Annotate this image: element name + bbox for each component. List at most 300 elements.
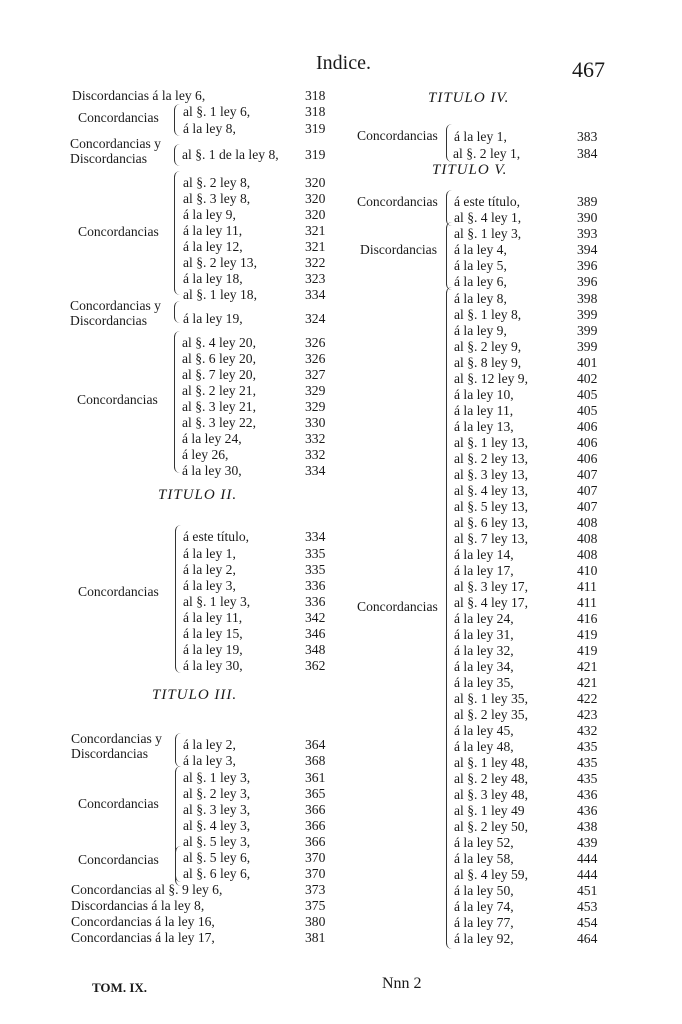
entry-page: 435 (577, 771, 598, 786)
group-label: Concordancias (78, 796, 159, 811)
entry-text: al §. 2 ley 9, (454, 339, 522, 354)
group-label: Concordancias y (70, 136, 161, 151)
entry-text: al §. 3 ley 48, (454, 787, 528, 802)
entry-page: 411 (577, 579, 597, 594)
index-entry (182, 335, 335, 351)
index-entry (454, 691, 607, 707)
entry-page: 330 (305, 415, 326, 430)
index-entry (454, 819, 607, 835)
index-entry (183, 239, 335, 255)
index-entry (183, 866, 335, 882)
entry-page: 419 (577, 627, 598, 642)
entry-text: á la ley 11, (183, 223, 243, 238)
index-entry (183, 626, 335, 642)
entry-page: 366 (305, 834, 326, 849)
bracket-brace (446, 222, 452, 290)
entry-page: 406 (577, 451, 598, 466)
index-entry (183, 104, 335, 120)
entry-text: á la ley 13, (454, 419, 514, 434)
index-entry (454, 803, 607, 819)
index-entry (183, 223, 335, 239)
group-label: Concordancias (357, 599, 438, 614)
entry-text: á la ley 58, (454, 851, 514, 866)
entry-text: á la ley 48, (454, 739, 514, 754)
entry-text: al §. 2 ley 50, (454, 819, 528, 834)
section-title: TITULO III. (152, 687, 238, 703)
index-entry (183, 737, 335, 753)
group-label: Concordancias y (71, 731, 162, 746)
bracket-brace (174, 331, 180, 473)
index-entry (454, 739, 607, 755)
index-entry (183, 802, 335, 818)
index-entry (454, 451, 607, 467)
group-label: Concordancias (78, 584, 159, 599)
entry-text: á la ley 50, (454, 883, 514, 898)
bracket-brace (175, 525, 181, 673)
entry-text: á la ley 2, (183, 562, 236, 577)
entry-page: 405 (577, 387, 598, 402)
entry-text: á la ley 5, (454, 258, 507, 273)
entry-page: 318 (305, 104, 326, 119)
index-entry (454, 403, 607, 419)
index-entry (182, 431, 335, 447)
index-entry (454, 467, 607, 483)
entry-text: al §. 2 ley 13, (454, 451, 528, 466)
entry-text: al §. 2 ley 48, (454, 771, 528, 786)
index-entry (71, 914, 335, 930)
entry-text: al §. 3 ley 8, (183, 191, 251, 206)
entry-text: al §. 1 ley 18, (183, 287, 257, 302)
entry-text: Concordancias á la ley 16, (71, 914, 215, 929)
entry-text: Discordancias á la ley 6, (72, 88, 206, 103)
entry-text: á la ley 45, (454, 723, 514, 738)
index-entry (454, 531, 607, 547)
index-entry (182, 399, 335, 415)
entry-page: 364 (305, 737, 326, 752)
bracket-brace (446, 287, 452, 949)
entry-text: á la ley 52, (454, 835, 514, 850)
index-entry (454, 210, 607, 226)
entry-text: al §. 5 ley 6, (183, 850, 251, 865)
page-title: Indice. (316, 52, 371, 74)
entry-text: al §. 6 ley 20, (182, 351, 256, 366)
entry-page: 321 (305, 239, 326, 254)
entry-text: á la ley 31, (454, 627, 514, 642)
index-entry (454, 883, 607, 899)
index-entry (454, 915, 607, 931)
entry-text: al §. 1 ley 6, (183, 104, 251, 119)
index-entry (183, 271, 335, 287)
index-entry (183, 191, 335, 207)
bracket-brace (446, 190, 452, 226)
entry-page: 451 (577, 883, 598, 898)
bracket-brace (175, 846, 181, 886)
entry-text: á ley 26, (182, 447, 229, 462)
index-entry (182, 415, 335, 431)
entry-text: á la ley 1, (454, 129, 507, 144)
index-entry (454, 659, 607, 675)
entry-text: á la ley 3, (183, 578, 236, 593)
group-label: Discordancias (360, 242, 438, 257)
index-entry (182, 351, 335, 367)
entry-text: á la ley 6, (454, 274, 507, 289)
entry-text: al §. 12 ley 9, (454, 371, 528, 386)
index-entry (183, 642, 335, 658)
index-entry (454, 419, 607, 435)
entry-page: 320 (305, 207, 326, 222)
entry-text: á la ley 19, (183, 642, 243, 657)
entry-text: al §. 3 ley 21, (182, 399, 256, 414)
entry-text: Concordancias al §. 9 ley 6, (71, 882, 223, 897)
entry-text: á la ley 74, (454, 899, 514, 914)
entry-page: 318 (305, 88, 326, 103)
entry-page: 410 (577, 563, 598, 578)
group-label: Concordancias (357, 128, 438, 143)
group-label: Concordancias y (70, 298, 161, 313)
index-entry (182, 383, 335, 399)
section-title: TITULO IV. (428, 90, 510, 106)
index-entry (454, 515, 607, 531)
entry-text: á la ley 10, (454, 387, 514, 402)
bracket-brace (175, 733, 181, 767)
entry-text: al §. 1 ley 3, (183, 594, 251, 609)
index-entry (454, 675, 607, 691)
entry-text: á la ley 92, (454, 931, 514, 946)
index-entry (454, 867, 607, 883)
entry-page: 406 (577, 419, 598, 434)
entry-page: 336 (305, 578, 326, 593)
entry-page: 407 (577, 499, 598, 514)
bracket-brace (174, 171, 180, 295)
entry-page: 320 (305, 191, 326, 206)
index-entry (182, 463, 335, 479)
entry-text: al §. 1 de la ley 8, (182, 147, 279, 162)
entry-text: á la ley 30, (182, 463, 242, 478)
entry-text: Concordancias á la ley 17, (71, 930, 215, 945)
index-entry (454, 547, 607, 563)
entry-text: á la ley 30, (183, 658, 243, 673)
entry-text: á la ley 11, (183, 610, 243, 625)
index-entry (454, 899, 607, 915)
entry-text: á la ley 18, (183, 271, 243, 286)
entry-page: 346 (305, 626, 326, 641)
entry-text: al §. 1 ley 8, (454, 307, 522, 322)
index-entry (454, 627, 607, 643)
index-entry (454, 579, 607, 595)
index-entry (454, 435, 607, 451)
index-entry (71, 898, 335, 914)
entry-page: 334 (305, 529, 326, 544)
index-entry (454, 931, 607, 947)
entry-page: 407 (577, 483, 598, 498)
entry-page: 320 (305, 175, 326, 190)
entry-text: al §. 4 ley 13, (454, 483, 528, 498)
group-label: Concordancias (78, 852, 159, 867)
entry-page: 421 (577, 675, 598, 690)
entry-page: 421 (577, 659, 598, 674)
entry-page: 402 (577, 371, 598, 386)
entry-text: al §. 4 ley 59, (454, 867, 528, 882)
entry-page: 406 (577, 435, 598, 450)
entry-page: 408 (577, 531, 598, 546)
entry-text: á la ley 15, (183, 626, 243, 641)
entry-page: 399 (577, 323, 598, 338)
entry-page: 435 (577, 739, 598, 754)
entry-page: 323 (305, 271, 326, 286)
entry-text: al §. 2 ley 21, (182, 383, 256, 398)
signature-mark: Nnn 2 (382, 975, 422, 992)
entry-text: á la ley 9, (454, 323, 507, 338)
bracket-brace (174, 301, 180, 323)
index-entry (183, 546, 335, 562)
entry-page: 366 (305, 802, 326, 817)
entry-text: al §. 6 ley 6, (183, 866, 251, 881)
entry-page: 370 (305, 866, 326, 881)
entry-text: al §. 3 ley 17, (454, 579, 528, 594)
entry-page: 389 (577, 194, 598, 209)
entry-page: 411 (577, 595, 597, 610)
index-entry (183, 529, 335, 545)
entry-text: á la ley 24, (454, 611, 514, 626)
entry-page: 408 (577, 547, 598, 562)
entry-page: 326 (305, 351, 326, 366)
entry-page: 436 (577, 787, 598, 802)
entry-page: 393 (577, 226, 598, 241)
entry-page: 332 (305, 431, 326, 446)
index-entry (454, 387, 607, 403)
entry-page: 375 (305, 898, 326, 913)
entry-text: al §. 2 ley 13, (183, 255, 257, 270)
index-entry (183, 311, 335, 327)
entry-page: 365 (305, 786, 326, 801)
entry-page: 373 (305, 882, 326, 897)
index-entry (183, 578, 335, 594)
group-label: Concordancias (357, 194, 438, 209)
entry-page: 348 (305, 642, 326, 657)
entry-page: 329 (305, 383, 326, 398)
entry-page: 396 (577, 274, 598, 289)
entry-text: al §. 4 ley 20, (182, 335, 256, 350)
entry-text: á la ley 3, (183, 753, 236, 768)
index-entry (454, 771, 607, 787)
index-entry (183, 287, 335, 303)
index-entry (183, 850, 335, 866)
index-entry (454, 851, 607, 867)
index-entry (454, 339, 607, 355)
index-entry (454, 643, 607, 659)
entry-page: 319 (305, 147, 326, 162)
entry-page: 444 (577, 851, 598, 866)
index-entry (183, 121, 335, 137)
entry-text: al §. 8 ley 9, (454, 355, 522, 370)
entry-text: al §. 1 ley 49 (454, 803, 525, 818)
index-entry (454, 274, 607, 290)
index-entry (453, 146, 607, 162)
index-entry (183, 770, 335, 786)
index-entry (454, 226, 607, 242)
index-entry (454, 194, 607, 210)
index-entry (182, 367, 335, 383)
entry-text: á este título, (183, 529, 250, 544)
entry-text: á la ley 32, (454, 643, 514, 658)
index-entry (183, 207, 335, 223)
entry-page: 398 (577, 291, 598, 306)
index-entry (183, 658, 335, 674)
entry-text: al §. 2 ley 3, (183, 786, 251, 801)
index-entry (183, 818, 335, 834)
entry-page: 380 (305, 914, 326, 929)
index-entry (454, 499, 607, 515)
bracket-brace (174, 104, 180, 136)
index-entry (182, 147, 335, 163)
index-entry (454, 129, 607, 145)
index-entry (183, 594, 335, 610)
entry-page: 399 (577, 339, 598, 354)
index-entry (71, 882, 335, 898)
entry-text: al §. 2 ley 35, (454, 707, 528, 722)
entry-text: á la ley 77, (454, 915, 514, 930)
entry-page: 423 (577, 707, 598, 722)
entry-text: al §. 2 ley 8, (183, 175, 251, 190)
index-entry (183, 786, 335, 802)
index-entry (454, 723, 607, 739)
entry-text: al §. 7 ley 13, (454, 531, 528, 546)
entry-text: á la ley 11, (454, 403, 514, 418)
entry-page: 334 (305, 287, 326, 302)
entry-page: 436 (577, 803, 598, 818)
entry-page: 408 (577, 515, 598, 530)
entry-page: 390 (577, 210, 598, 225)
entry-page: 396 (577, 258, 598, 273)
index-entry (454, 707, 607, 723)
entry-text: á la ley 19, (183, 311, 243, 326)
entry-page: 454 (577, 915, 598, 930)
entry-page: 435 (577, 755, 598, 770)
group-label: Concordancias (77, 392, 158, 407)
index-entry (454, 323, 607, 339)
entry-page: 453 (577, 899, 598, 914)
index-entry (183, 753, 335, 769)
entry-page: 366 (305, 818, 326, 833)
volume-mark: TOM. IX. (92, 980, 148, 995)
section-title: TITULO V. (432, 162, 508, 178)
entry-page: 401 (577, 355, 598, 370)
index-entry (183, 255, 335, 271)
entry-text: á la ley 4, (454, 242, 507, 257)
index-entry (454, 755, 607, 771)
entry-text: al §. 3 ley 3, (183, 802, 251, 817)
entry-text: al §. 1 ley 3, (183, 770, 251, 785)
entry-page: 407 (577, 467, 598, 482)
entry-text: al §. 5 ley 13, (454, 499, 528, 514)
entry-page: 319 (305, 121, 326, 136)
entry-text: á la ley 34, (454, 659, 514, 674)
entry-text: al §. 4 ley 1, (454, 210, 522, 225)
entry-page: 335 (305, 546, 326, 561)
group-label: Discordancias (70, 313, 148, 328)
entry-page: 327 (305, 367, 326, 382)
index-entry (71, 930, 335, 946)
entry-text: al §. 5 ley 3, (183, 834, 251, 849)
index-entry (454, 595, 607, 611)
index-entry (182, 447, 335, 463)
entry-text: Discordancias á la ley 8, (71, 898, 205, 913)
index-entry (454, 291, 607, 307)
entry-page: 329 (305, 399, 326, 414)
entry-page: 383 (577, 129, 598, 144)
entry-text: al §. 6 ley 13, (454, 515, 528, 530)
index-entry (454, 242, 607, 258)
entry-text: al §. 2 ley 1, (453, 146, 521, 161)
entry-page: 335 (305, 562, 326, 577)
entry-page: 384 (577, 146, 598, 161)
index-entry (454, 835, 607, 851)
page-number: 467 (572, 57, 605, 82)
bracket-brace (446, 124, 452, 162)
entry-text: al §. 1 ley 48, (454, 755, 528, 770)
entry-text: al §. 1 ley 35, (454, 691, 528, 706)
entry-text: á la ley 12, (183, 239, 243, 254)
entry-page: 370 (305, 850, 326, 865)
index-entry (454, 787, 607, 803)
entry-text: al §. 7 ley 20, (182, 367, 256, 382)
index-entry (183, 610, 335, 626)
entry-page: 361 (305, 770, 326, 785)
index-entry (183, 175, 335, 191)
entry-text: al §. 4 ley 17, (454, 595, 528, 610)
entry-page: 381 (305, 930, 326, 945)
group-label: Concordancias (78, 110, 159, 125)
entry-page: 368 (305, 753, 326, 768)
entry-page: 422 (577, 691, 598, 706)
index-entry (454, 611, 607, 627)
index-entry (454, 307, 607, 323)
entry-page: 332 (305, 447, 326, 462)
entry-text: al §. 3 ley 13, (454, 467, 528, 482)
index-entry (454, 563, 607, 579)
group-label: Discordancias (71, 746, 149, 761)
entry-text: á la ley 14, (454, 547, 514, 562)
index-entry (454, 355, 607, 371)
entry-page: 324 (305, 311, 326, 326)
index-entry (454, 483, 607, 499)
entry-text: á la ley 8, (183, 121, 236, 136)
entry-text: á este título, (454, 194, 521, 209)
entry-text: al §. 3 ley 22, (182, 415, 256, 430)
entry-text: al §. 1 ley 3, (454, 226, 522, 241)
entry-page: 464 (577, 931, 598, 946)
entry-text: al §. 4 ley 3, (183, 818, 251, 833)
entry-text: á la ley 9, (183, 207, 236, 222)
entry-page: 399 (577, 307, 598, 322)
entry-page: 322 (305, 255, 326, 270)
entry-page: 432 (577, 723, 598, 738)
bracket-brace (174, 144, 180, 166)
index-entry (454, 258, 607, 274)
entry-page: 416 (577, 611, 598, 626)
entry-text: á la ley 1, (183, 546, 236, 561)
entry-page: 405 (577, 403, 598, 418)
entry-text: al §. 1 ley 13, (454, 435, 528, 450)
entry-page: 321 (305, 223, 326, 238)
group-label: Concordancias (78, 224, 159, 239)
index-entry (454, 371, 607, 387)
group-label: Discordancias (70, 151, 148, 166)
index-entry (72, 88, 335, 104)
entry-text: á la ley 2, (183, 737, 236, 752)
entry-page: 326 (305, 335, 326, 350)
entry-page: 444 (577, 867, 598, 882)
